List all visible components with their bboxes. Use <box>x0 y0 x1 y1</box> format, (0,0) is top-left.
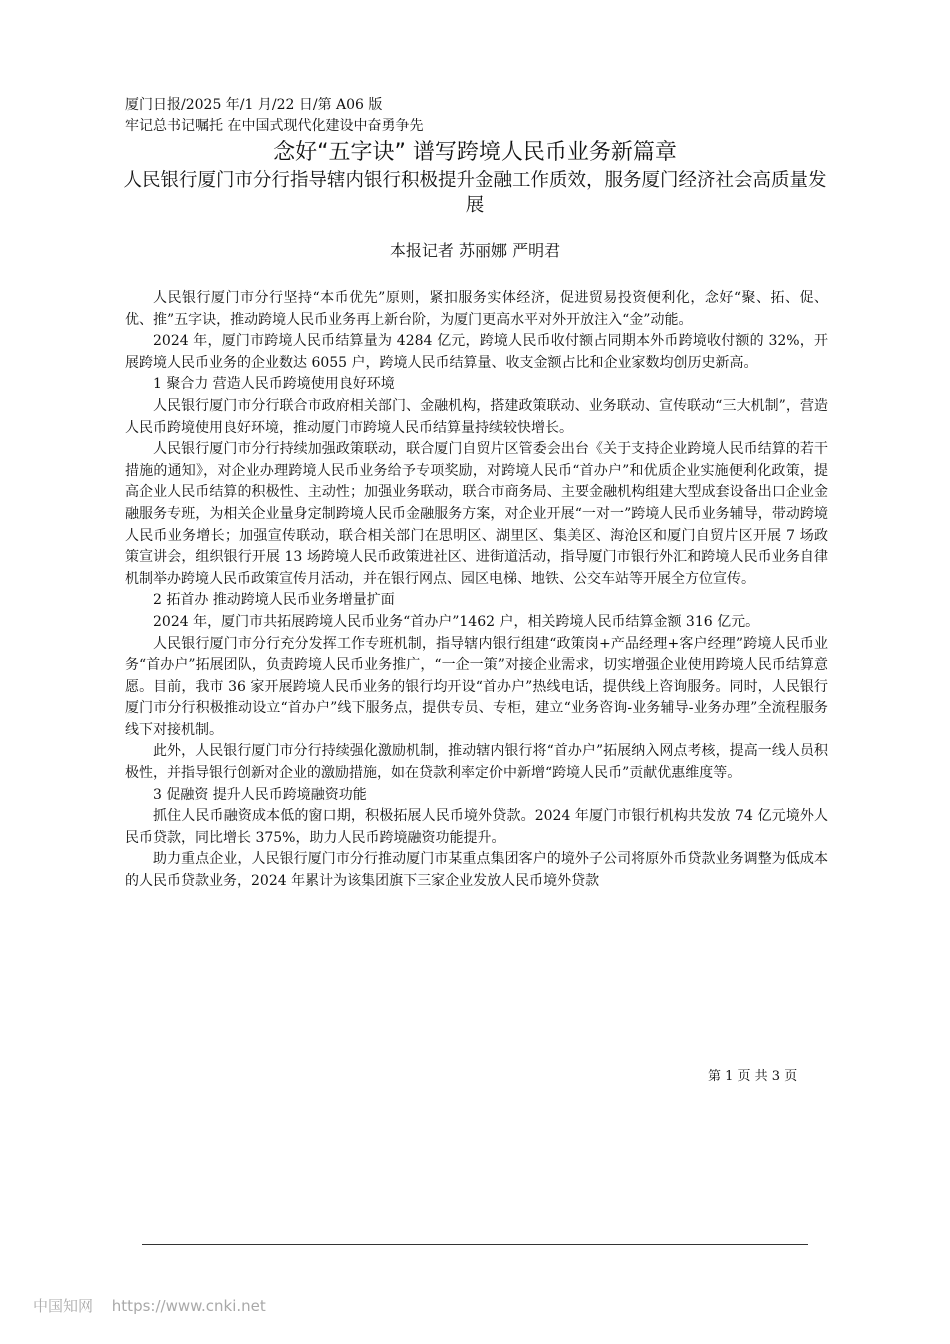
cnki-brand: 中国知网 <box>33 1297 94 1315</box>
page-indicator: 第 1 页 共 3 页 <box>708 1069 798 1084</box>
section-line: 牢记总书记嘱托 在中国式现代化建设中奋勇争先 <box>125 118 424 134</box>
paragraph: 此外，人民银行厦门市分行持续强化激励机制，推动辖内银行将“首办户”拓展纳入网点考核，提高一线人员积极性，并指导银行创新对企业的激励措施，如在贷款利率定价中新增“跨境人民币”贡献优惠维度等。 <box>125 743 828 782</box>
footer-divider <box>142 1244 808 1245</box>
paragraph: 人民银行厦门市分行联合市政府相关部门、金融机构，搭建政策联动、业务联动、宣传联动“三大机制”，营造人民币跨境使用良好环境，推动厦门市跨境人民币结算量持续较快增长。 <box>125 397 828 436</box>
article-body <box>125 288 828 893</box>
source-line: 厦门日报/2025 年/1 月/22 日/第 A06 版 <box>125 97 383 113</box>
paragraph: 人民银行厦门市分行充分发挥工作专班机制，指导辖内银行组建“政策岗+产品经理+客户经理”跨境人民币业务“首办户”拓展团队，负责跨境人民币业务推广，“一企一策”对接企业需求，切实增强企业使用跨境人民币结算意愿。目前，我市 36 家开展跨境人民币业务的银行均开设“首办户”热线电话，提供线上咨询服务。同时，人民银行厦门市分行积极推动设立“首办户”线下服务点，提供专员、专柜，建立“业务咨询-业务辅导-业务办理”全流程服务线下对接机制。 <box>125 635 828 738</box>
section-heading: 1 聚合力 营造人民币跨境使用良好环境 <box>153 376 395 393</box>
watermark-footer <box>33 1296 266 1316</box>
paragraph: 人民银行厦门市分行持续加强政策联动，联合厦门自贸片区管委会出台《关于支持企业跨境人民币结算的若干措施的通知》，对企业办理跨境人民币业务给予专项奖励，对跨境人民币“首办户”和优质企业实施便利化政策，提高企业人民币结算的积极性、主动性；加强业务联动，联合市商务局、主要金融机构组建大型成套设备出口企业金融服务专班，为相关企业量身定制跨境人民币金融服务方案，对企业开展“一对一”跨境人民币业务辅导，带动跨境人民币业务增长；加强宣传联动，联合相关部门在思明区、湖里区、集美区、海沧区和厦门自贸片区开展 7 场政策宣讲会，组织银行开展 13 场跨境人民币政策进社区、进街道活动，指导厦门市银行外汇和跨境人民币业务自律机制举办跨境人民币政策宣传月活动，并在银行网点、园区电梯、地铁、公交车站等开展全方位宣传。 <box>125 441 828 587</box>
article-title: 念好“五字诀” 谱写跨境人民币业务新篇章 <box>273 140 677 165</box>
article-subtitle: 人民银行厦门市分行指导辖内银行积极提升金融工作质效，服务厦门经济社会高质量发展 <box>123 170 827 216</box>
paragraph: 2024 年，厦门市共拓展跨境人民币业务“首办户”1462 户，相关跨境人民币结算金额 316 亿元。 <box>153 613 760 630</box>
paragraph: 2024 年，厦门市跨境人民币结算量为 4284 亿元，跨境人民币收付额占同期本外币跨境收付额的 32%，开展跨境人民币业务的企业数达 6055 户，跨境人民币结算量、收支金额占比和企业家数均创历史新高。 <box>125 333 828 371</box>
paragraph: 抓住人民币融资成本低的窗口期，积极拓展人民币境外贷款。2024 年厦门市银行机构共发放 74 亿元境外人民币贷款，同比增长 375%，助力人民币跨境融资功能提升。 <box>125 808 828 846</box>
paragraph: 人民银行厦门市分行坚持“本币优先”原则，紧扣服务实体经济，促进贸易投资便利化，念好“聚、拓、促、优、推”五字诀，推动跨境人民币业务再上新台阶，为厦门更高水平对外开放注入“金”动能。 <box>125 290 828 328</box>
section-heading: 2 拓首办 推动跨境人民币业务增量扩面 <box>153 592 395 609</box>
byline: 本报记者 苏丽娜 严明君 <box>389 241 561 260</box>
paragraph: 助力重点企业，人民银行厦门市分行推动厦门市某重点集团客户的境外子公司将原外币贷款业务调整为低成本的人民币贷款业务，2024 年累计为该集团旗下三家企业发放人民币境外贷款 <box>125 851 828 890</box>
section-heading: 3 促融资 提升人民币跨境融资功能 <box>153 786 367 803</box>
cnki-url: https://www.cnki.net <box>111 1297 266 1315</box>
